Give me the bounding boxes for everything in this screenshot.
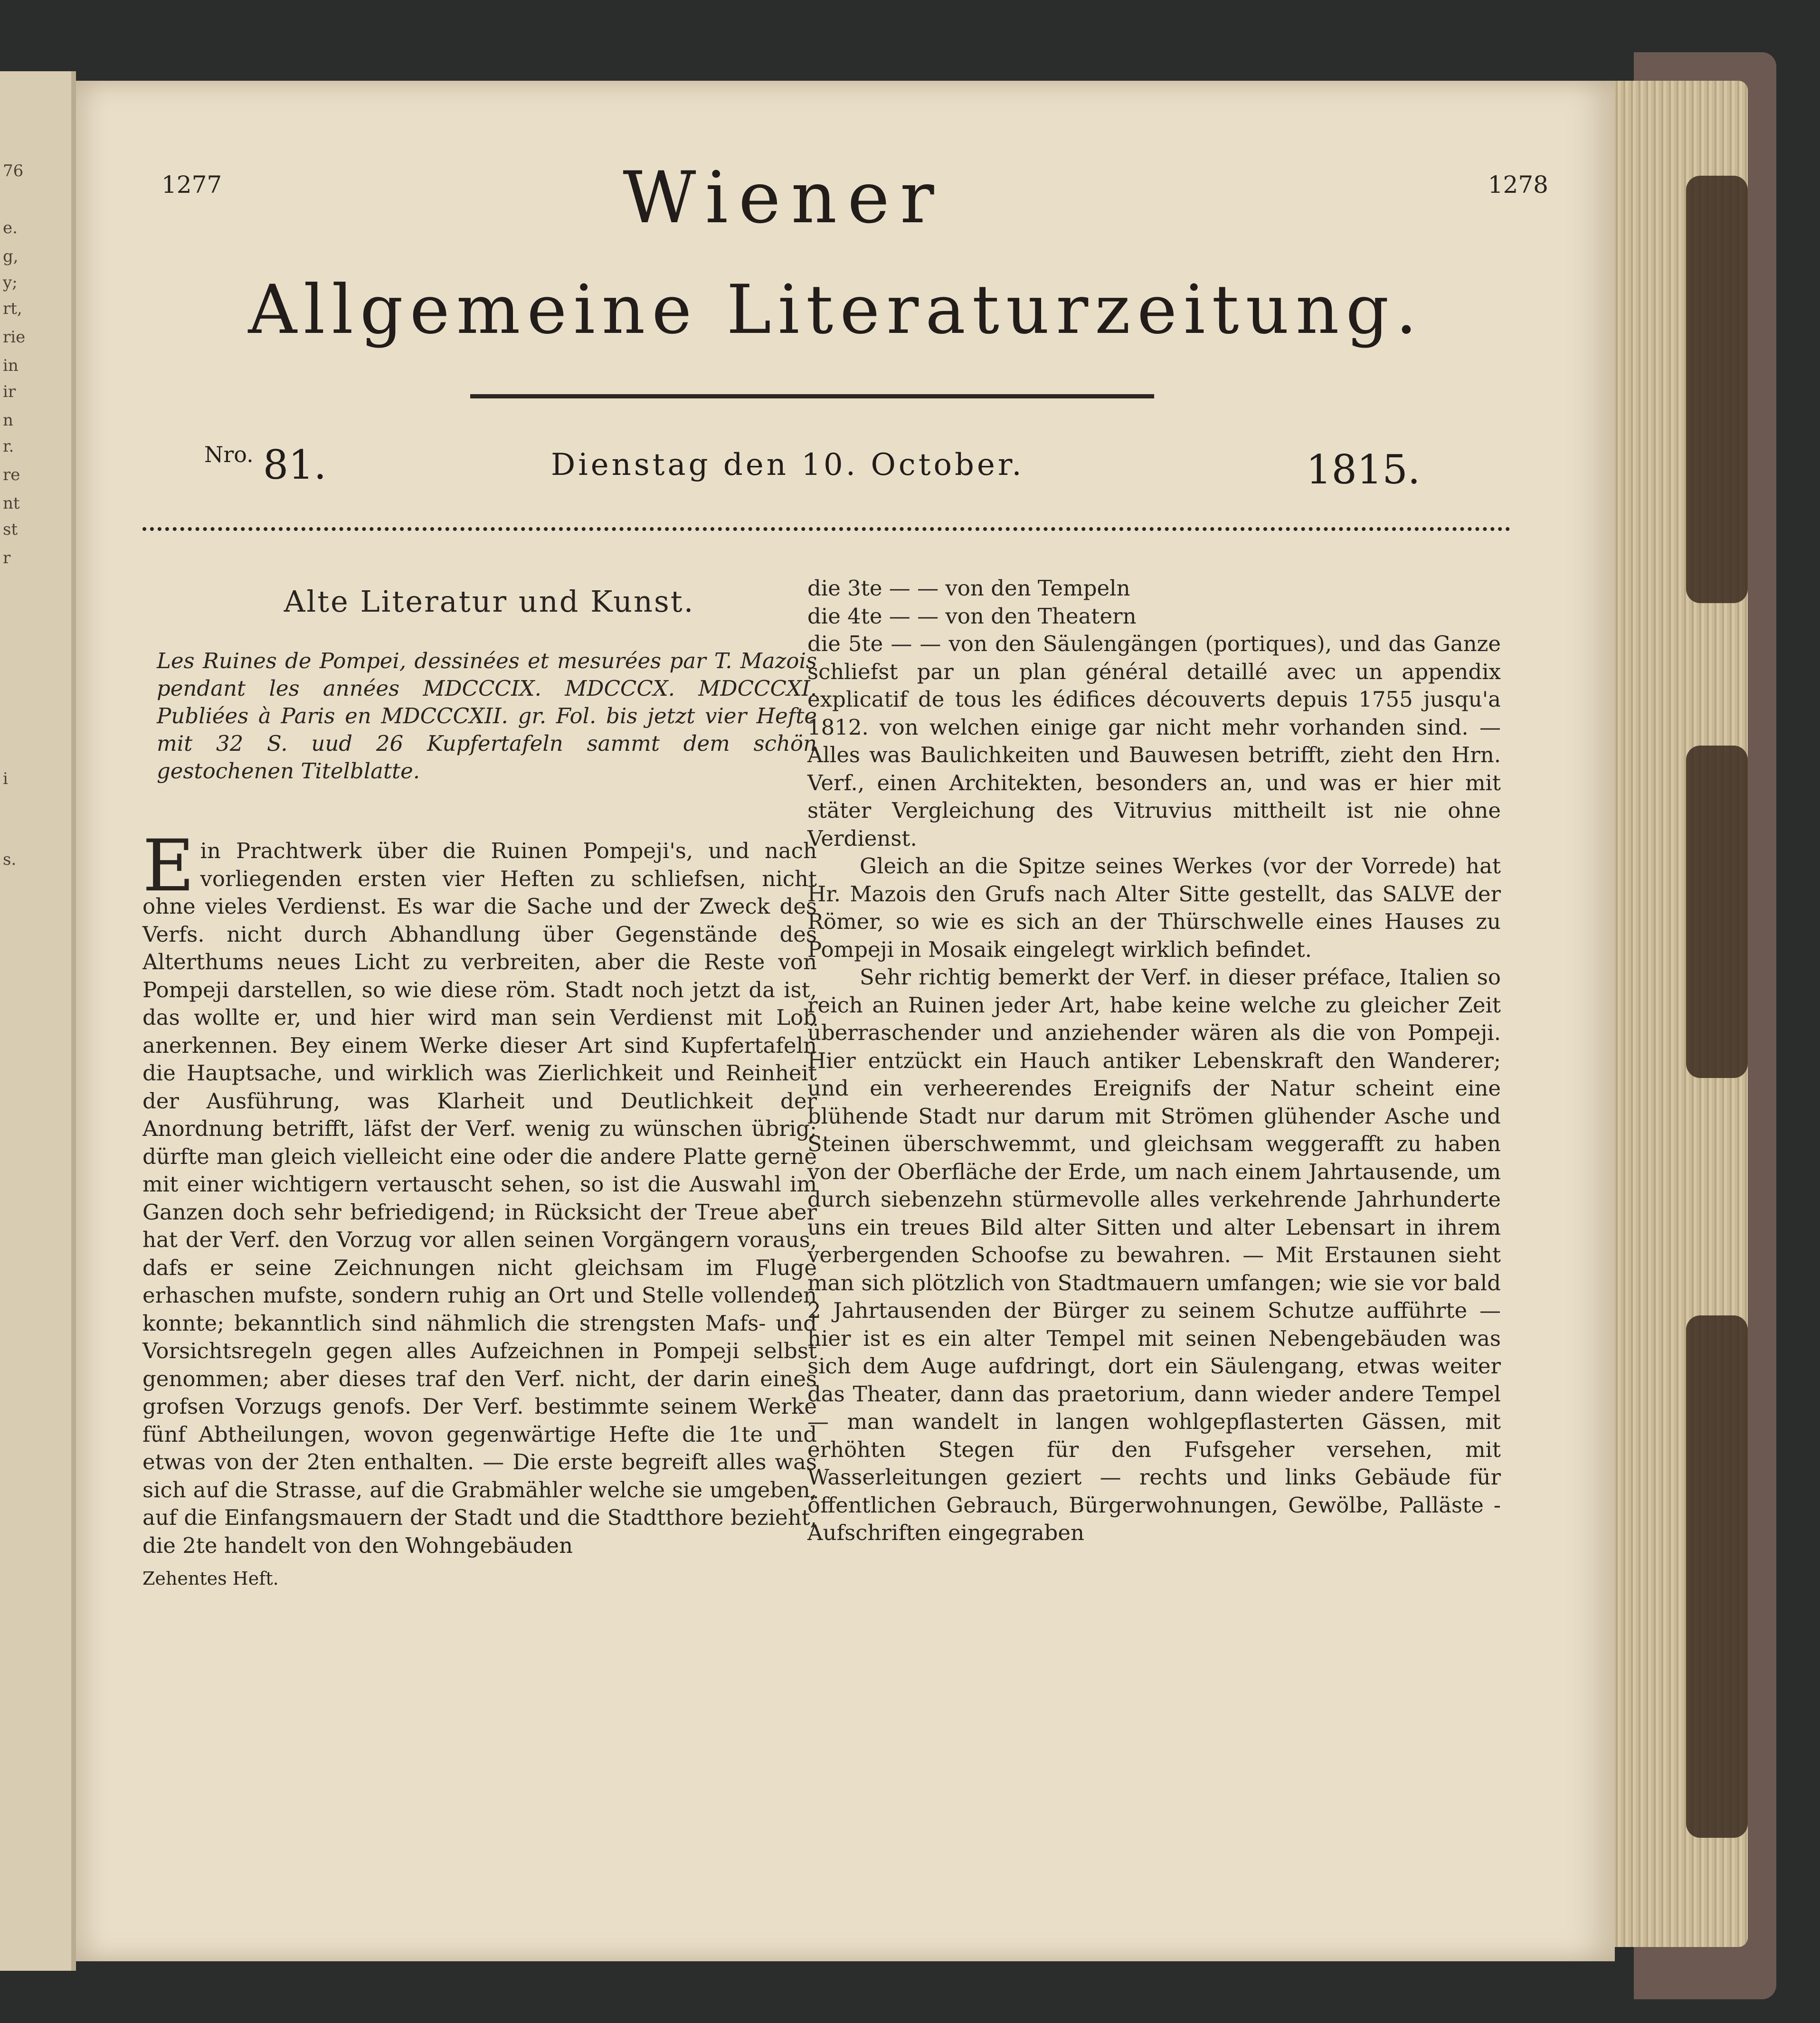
list-item: die 3te — — von den Tempeln — [807, 576, 1130, 601]
issue-year: 1815. — [1306, 446, 1421, 493]
signature-mark: Zehentes Heft. — [142, 1568, 279, 1589]
left-page-fragment: i — [3, 769, 8, 788]
issue-number-prefix: Nro. — [204, 442, 254, 467]
newspaper-page — [76, 81, 1615, 1961]
left-page-fragment: st — [3, 520, 18, 539]
review-paragraph-1 — [142, 825, 817, 1560]
page-block-edges — [1605, 81, 1748, 1947]
masthead-title-line2: Allgemeine Literaturzeitung. — [248, 271, 1424, 349]
page-number-left: 1277 — [161, 171, 222, 199]
left-page-fragment: ir — [3, 382, 16, 401]
left-page-fragment: s. — [3, 850, 17, 869]
edge-stain — [1686, 746, 1748, 1078]
left-page-fragment: r. — [3, 437, 14, 456]
section-heading: Alte Literatur und Kunst. — [284, 584, 695, 619]
review-paragraph-2: Gleich an die Spitze seines Werkes (vor der Vorrede) hat Hr. Mazois den Grufs nach Alter Sitte gestellt, das SALVE der Römer, so wie es sich an der Thürschwelle eines Hauses zu Pompeji in Mosaik eingelegt wirklich befindet. — [807, 853, 1501, 962]
left-page-fragment: g, — [3, 247, 19, 266]
left-page-fragment: nt — [3, 494, 20, 513]
masthead-title-line1: Wiener — [623, 157, 945, 239]
issue-number-value: 81. — [263, 442, 327, 488]
left-page-fragment: r — [3, 548, 11, 567]
left-page-fragment: in — [3, 356, 19, 375]
right-column — [807, 575, 1501, 1547]
issue-line — [76, 442, 1615, 508]
review-paragraph-3: Sehr richtig bemerkt der Verf. in dieser préface, Italien so reich an Ruinen jeder Art, habe keine welche zu gleicher Zeit überraschender und anziehender wären als die von Pompeji. Hier entzückt ein Hauch antiker Lebenskraft den Wanderer; und ein verheerendes Ereignifs der Natur scheint eine blühende Stadt nur darum mit Strömen glühender Asche und Steinen überschwemmt, und gleichsam weggerafft zu haben von der Oberfläche der Erde, um nach einem Jahrtausende, um durch siebenzehn stürmevolle alles verkehrende Jahrhunderte uns ein treues Bild alter Sitten und alter Lebensart in ihrem verbergenden Schoofse zu bewahren. — Mit Erstaunen sieht man sich plötzlich von Stadtmauern umfangen; wie sie vor bald 2 Jahrtausenden der Bürger zu seinem Schutze aufführte — hier ist es ein alter Tempel mit seinen Nebengebäuden was sich dem Auge aufdringt, dort ein Säulengang, etwas weiter das Theater, dann das praetorium, dann wieder andere Tempel — man wandelt in langen wohlgepflasterten Gässen, mit erhöhten Stegen für den Fufsgeher versehen, mit Wasserleitungen geziert — rechts und links Gebäude für öffentlichen Gebrauch, Bürgerwohnungen, Gewölbe, Palläste - Aufschriften eingegraben — [807, 964, 1501, 1545]
left-page-fragment: rt, — [3, 299, 22, 318]
left-page-fragment: y; — [3, 273, 18, 292]
list-item: die 4te — — von den Theatern — [807, 603, 1137, 629]
masthead-rule — [470, 394, 1154, 398]
edge-stain — [1686, 176, 1748, 603]
left-page-fragment: re — [3, 465, 20, 484]
edge-stain — [1686, 1315, 1748, 1838]
issue-date: Dienstag den 10. October. — [551, 447, 1024, 482]
list-item: die 5te — — von den Säulengängen (portiques), und das Ganze schliefst par un plan général detaillé avec un appendix explicatif de tous les édifices découverts depuis 1755 jusqu'a 1812. von welchen einige gar nicht mehr vorhanden sind. — Alles was Baulichkeiten und Bauwesen betrifft, zieht den Hrn. Verf., einen Architekten, besonders an, und was er hier mit stäter Vergleichung des Vitruvius mittheilt ist nie ohne Verdienst. — [807, 631, 1501, 851]
issue-rule — [142, 527, 1510, 531]
left-page-fragment: e. — [3, 218, 18, 237]
left-page-edge — [0, 71, 76, 1971]
left-page-fragment: n — [3, 411, 13, 430]
review-citation: Les Ruines de Pompei, dessinées et mesurées par T. Mazois pendant les années MDCCCIX. MDCCCX. MDCCCXI. Publiées à Paris en MDCCCXII. gr. Fol. bis jetzt vier Hefte mit 32 S. uud 26 Kupfertafeln sammt dem schön gestochenen Titelblatte. — [157, 648, 817, 784]
paragraph-text: in Prachtwerk über die Ruinen Pompeji's, und nach vorliegenden ersten vier Heften zu schliefsen, nicht ohne vieles Verdienst. Es war die Sache und der Zweck des Verfs. nicht durch Abhandlung über Gegenstände des Alterthums neues Licht zu verbreiten, aber die Reste von Pompeji darstellen, so wie diese röm. Stadt noch jetzt da ist, das wollte er, und hier wird man sein Verdienst mit Lob anerkennen. Bey einem Werke dieser Art sind Kupfertafeln die Hauptsache, und wirklich was Zierlichkeit und Reinheit der Ausführung, was Klarheit und Deutlichkeit der Anordnung betrifft, läfst der Verf. wenig zu wünschen übrig; dürfte man gleich vielleicht eine oder die andere Platte gerne mit einer wichtigern vertauscht sehen, so ist die Auswahl im Ganzen doch sehr befriedigend; in Rücksicht der Treue aber hat der Verf. den Vorzug vor allen seinen Vorgängern voraus, dafs er seine Zeichnungen nicht gleichsam im Fluge erhaschen mufste, sondern ruhig an Ort und Stelle vollenden konnte; bekanntlich sind nähmlich die strengsten Mafs- und Vorsichtsregeln gegen alles Aufzeichnen in Pompeji selbst genommen; aber dieses traf den Verf. nicht, der darin eines grofsen Vorzugs genofs. Der Verf. bestimmte seinem Werke fünf Abtheilungen, wovon gegenwärtige Hefte die 1te und etwas von der 2ten enthalten. — Die erste begreift alles was sich auf die Strasse, auf die Grabmähler welche sie umgeben, auf die Einfangsmauern der Stadt und die Stadtthore bezieht, die 2te handelt von den Wohngebäuden — [142, 838, 817, 1558]
left-column — [142, 575, 817, 1589]
issue-number — [204, 442, 326, 488]
left-page-fragment: rie — [3, 328, 26, 347]
page-number-right: 1278 — [1488, 171, 1548, 199]
drop-cap: E — [142, 825, 195, 908]
left-page-fragment: 76 — [3, 161, 24, 180]
